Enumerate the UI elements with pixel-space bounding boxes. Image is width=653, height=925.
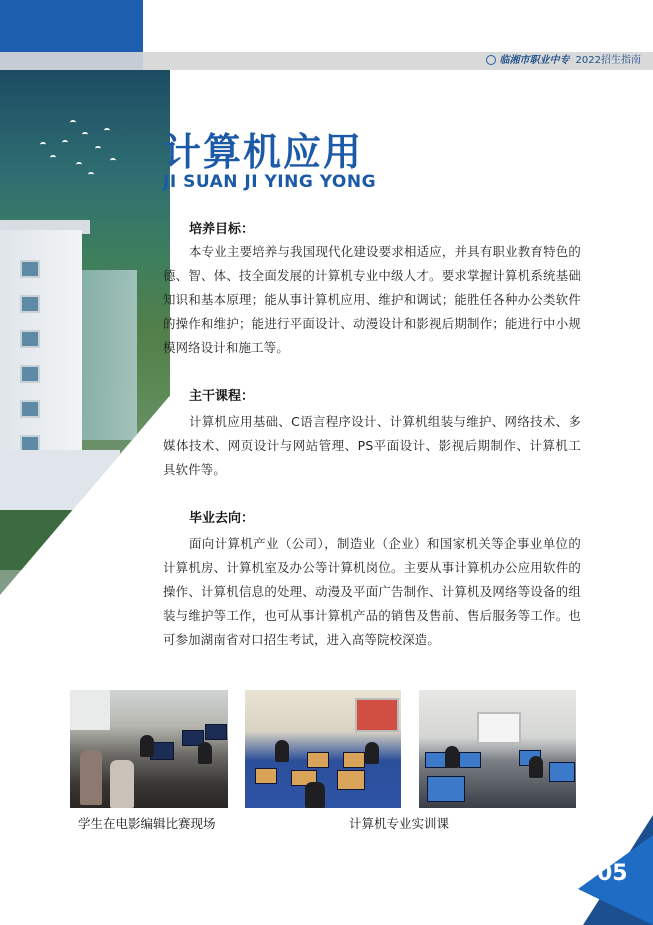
- header-left-bar: [0, 52, 143, 70]
- page-title: 计算机应用: [163, 130, 364, 174]
- header-text: [486, 53, 641, 69]
- section-heading-core-courses: 主干课程：: [189, 389, 255, 404]
- photo-computer-practice-class-2: [419, 690, 576, 808]
- caption-film-editing-contest: 学生在电影编辑比赛现场: [78, 816, 216, 831]
- header-school-name: 临湘市职业中专: [499, 55, 570, 66]
- campus-building-photo: [0, 70, 170, 595]
- top-left-blue-block: [0, 0, 143, 52]
- photo-computer-practice-class-1: [245, 690, 401, 808]
- page-title-pinyin: JI SUAN JI YING YONG: [163, 172, 377, 192]
- section-text-training-goal: 本专业主要培养与我国现代化建设要求相适应，并具有职业教育特色的德、智、体、技全面发展的计算机专业中级人才。要求掌握计算机系统基础知识和基本原理；能从事计算机应用、维护和调试；能胜任各种办公类软件的操作和维护；能进行平面设计、动漫设计和影视后期制作；能进行中小规模网络设计和施工等。: [163, 244, 581, 355]
- page-number: 05: [597, 861, 628, 886]
- caption-computer-practice-class: 计算机专业实训课: [349, 816, 450, 831]
- section-text-career: 面向计算机产业（公司），制造业（企业）和国家机关等企事业单位的计算机房、计算机室及办公等计算机岗位。主要从事计算机办公应用软件的操作、计算机信息的处理、动漫及平面广告制作、计算机及网络等设备的组装与维护等工作，也可从事计算机产品的销售及售前、售后服务等工作。也可参加湖南省对口招生考试，进入高等院校深造。: [163, 536, 581, 647]
- school-logo-icon: [486, 55, 496, 65]
- header-guide-label: 2022招生指南: [575, 55, 641, 66]
- section-heading-training-goal: 培养目标：: [189, 222, 255, 237]
- section-heading-career: 毕业去向：: [189, 511, 255, 526]
- photo-film-editing-contest: [70, 690, 228, 808]
- section-text-core-courses: 计算机应用基础、C语言程序设计、计算机组装与维护、网络技术、多媒体技术、网页设计与网站管理、PS平面设计、影视后期制作、计算机工具软件等。: [163, 414, 581, 477]
